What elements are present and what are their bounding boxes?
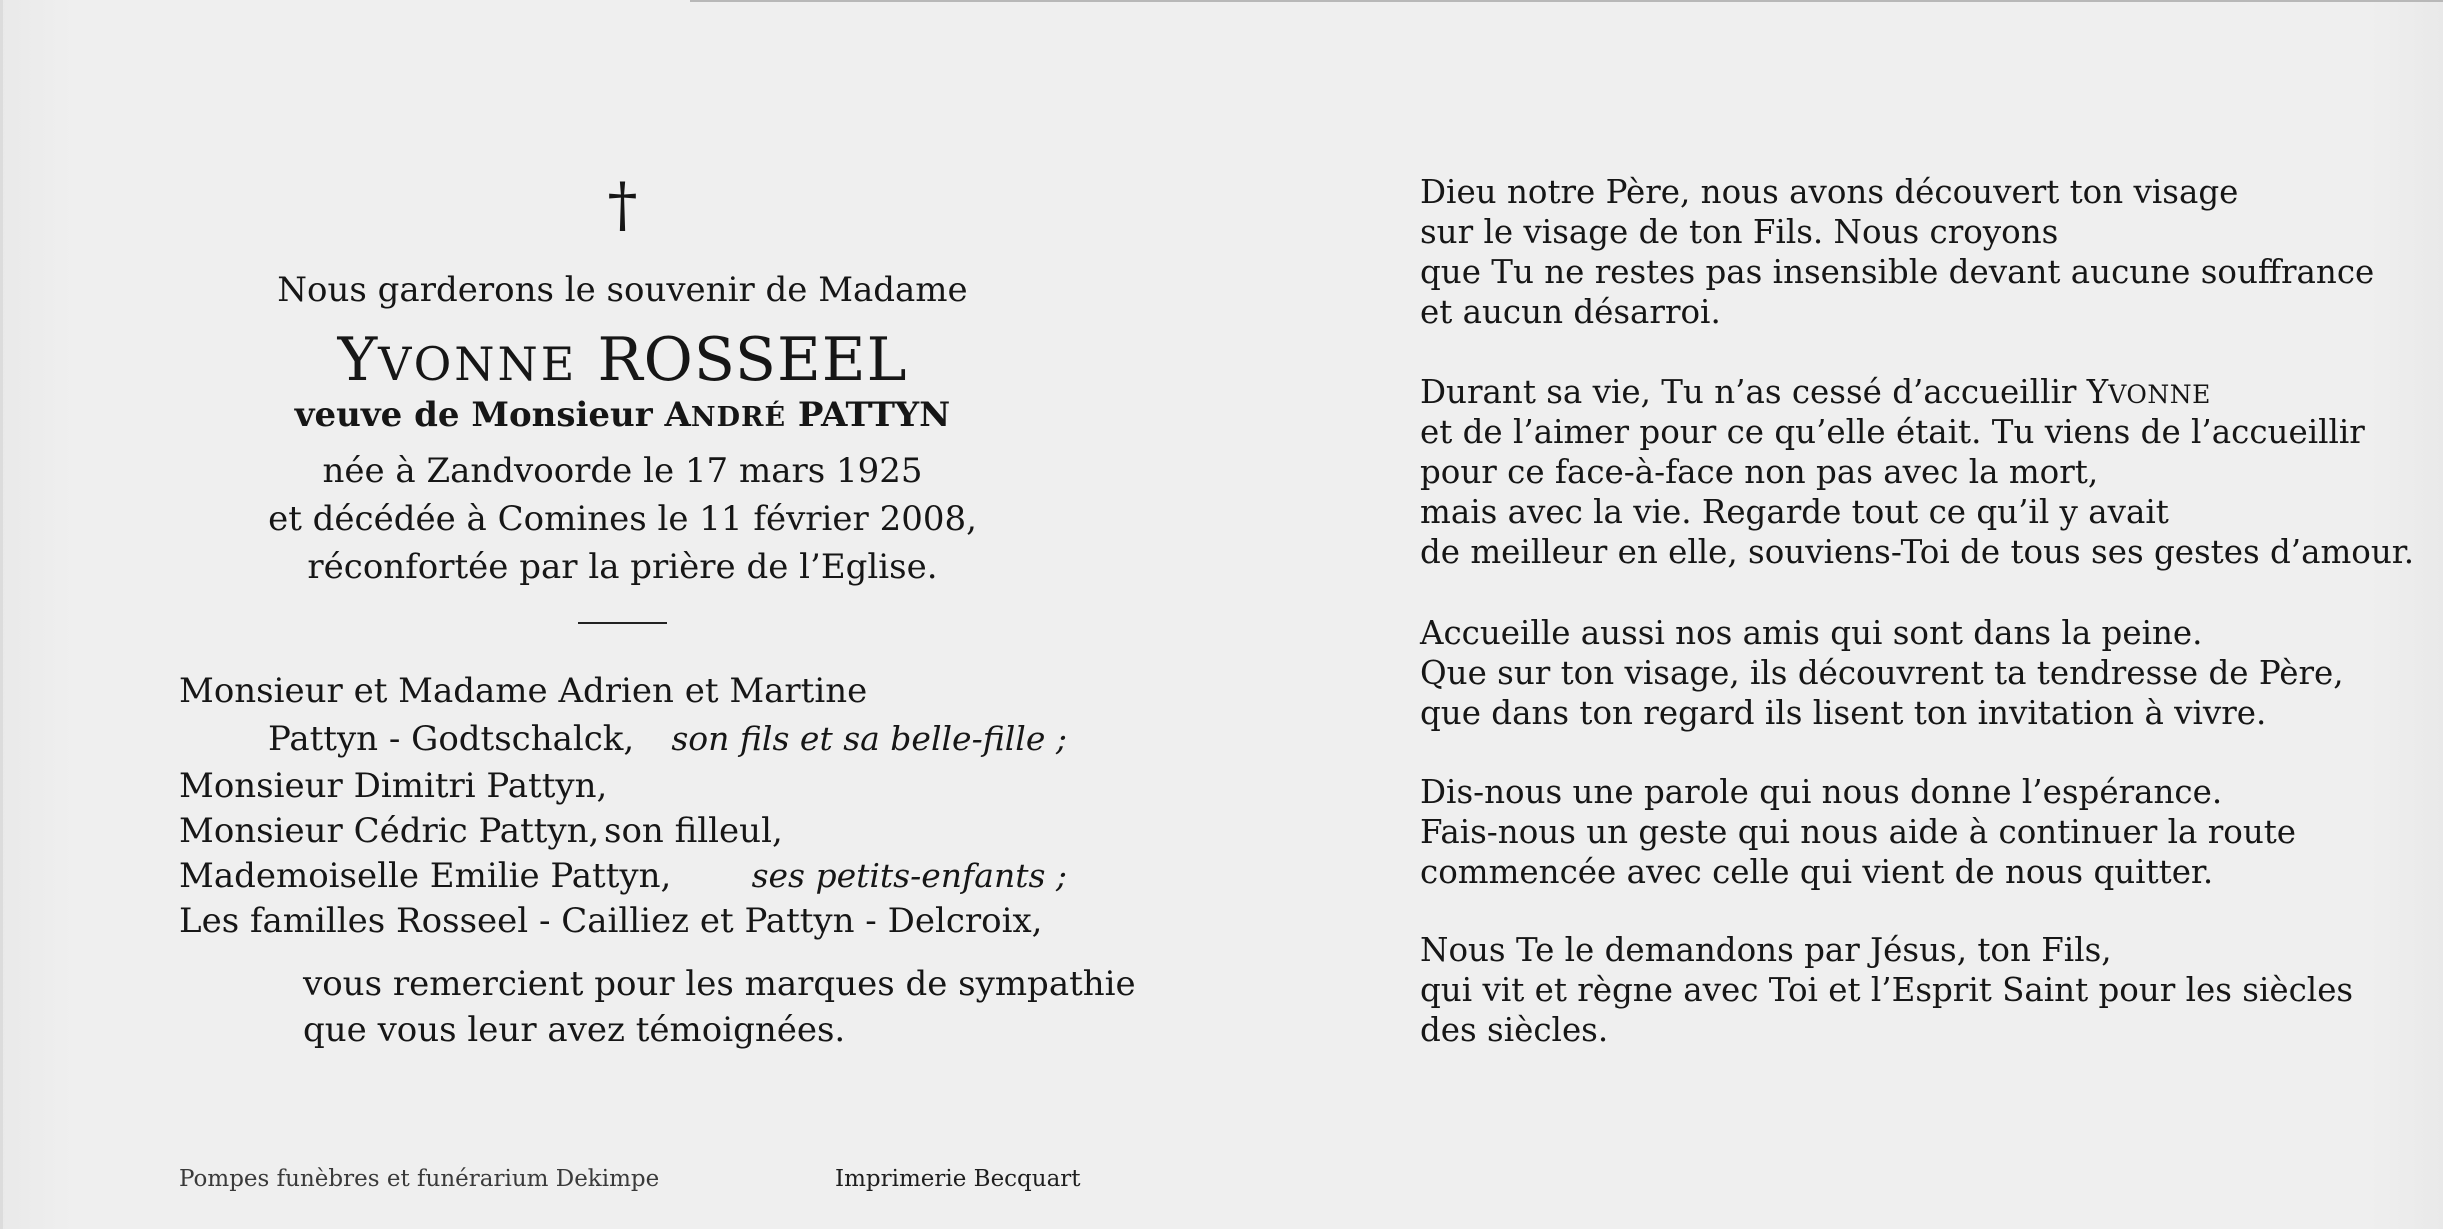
comfort-line: réconfortée par la prière de l’Eglise. xyxy=(307,547,938,587)
prayer-s4-line-3: commencée avec celle qui vient de nous quitter. xyxy=(1420,853,2214,891)
card-left-edge xyxy=(0,0,3,1229)
widow-prefix: veuve de Monsieur xyxy=(294,395,653,435)
son-relation: son fils et sa belle-fille ; xyxy=(671,719,1067,758)
family-line-3: Monsieur Dimitri Pattyn, xyxy=(179,766,608,806)
funeral-home-credit: Pompes funèbres et funérarium Dekimpe xyxy=(179,1166,660,1192)
prayer-s2-line-5: de meilleur en elle, souviens-Toi de tous ses gestes d’amour. xyxy=(1420,533,2415,571)
latin-cross-icon: † xyxy=(607,170,638,240)
thanks-line-2: que vous leur avez témoignées. xyxy=(303,1010,846,1050)
intro-line: Nous garderons le souvenir de Madame xyxy=(277,270,968,310)
prayer-s2-line-2: et de l’aimer pour ce qu’elle était. Tu viens de l’accueillir xyxy=(1420,413,2365,451)
prayer-s4-line-1: Dis-nous une parole qui nous donne l’espérance. xyxy=(1420,773,2223,811)
husband-first-rest: NDRÉ xyxy=(690,402,787,433)
prayer-s5-line-2: qui vit et règne avec Toi et l’Esprit Saint pour les siècles xyxy=(1420,971,2354,1009)
prayer-s1-line-4: et aucun désarroi. xyxy=(1420,293,1721,331)
prayer-s1-line-1: Dieu notre Père, nous avons découvert ton visage xyxy=(1420,173,2239,211)
printer-credit: Imprimerie Becquart xyxy=(835,1166,1081,1192)
godson-note: son filleul, xyxy=(604,811,783,851)
family-line-2: Pattyn - Godtschalck, xyxy=(268,719,635,759)
prayer-name-rest: VONNE xyxy=(2108,380,2211,409)
prayer-s1-line-2: sur le visage de ton Fils. Nous croyons xyxy=(1420,213,2059,251)
prayer-s2-line-1 xyxy=(1420,372,2211,415)
prayer-s2-line-4: mais avec la vie. Regarde tout ce qu’il y avait xyxy=(1420,493,2169,531)
family-line-1: Monsieur et Madame Adrien et Martine xyxy=(179,671,868,711)
husband-last-name: PATTYN xyxy=(797,395,951,435)
separator-rule xyxy=(578,622,667,624)
death-line: et décédée à Comines le 11 février 2008, xyxy=(268,499,977,539)
prayer-s5-line-1: Nous Te le demandons par Jésus, ton Fils, xyxy=(1420,931,2112,969)
grandchildren-relation: ses petits-enfants ; xyxy=(751,856,1067,895)
thanks-line-1: vous remercient pour les marques de sympathie xyxy=(303,964,1136,1004)
prayer-s3-line-1: Accueille aussi nos amis qui sont dans la peine. xyxy=(1420,614,2203,652)
widow-line xyxy=(155,392,1090,441)
last-name: ROSSEEL xyxy=(597,325,908,395)
prayer-s4-line-2: Fais-nous un geste qui nous aide à continuer la route xyxy=(1420,813,2297,851)
first-name-initial: Y xyxy=(337,325,379,395)
husband-first-initial: A xyxy=(664,395,691,435)
prayer-s2-line-3: pour ce face-à-face non pas avec la mort, xyxy=(1420,453,2099,491)
first-name-rest: VONNE xyxy=(378,337,578,391)
birth-line: née à Zandvoorde le 17 mars 1925 xyxy=(322,451,923,491)
card-top-edge xyxy=(690,0,2443,2)
family-line-6: Les familles Rosseel - Cailliez et Pattyn - Delcroix, xyxy=(179,901,1043,941)
family-line-4: Monsieur Cédric Pattyn, xyxy=(179,811,600,851)
prayer-s1-line-3: que Tu ne restes pas insensible devant aucune souffrance xyxy=(1420,253,2375,291)
family-line-5: Mademoiselle Emilie Pattyn, xyxy=(179,856,672,896)
prayer-name-initial: Y xyxy=(2086,373,2109,411)
prayer-s2-line-1-text: Durant sa vie, Tu n’as cessé d’accueillir xyxy=(1420,373,2087,411)
prayer-s5-line-3: des siècles. xyxy=(1420,1011,1609,1049)
prayer-s3-line-2: Que sur ton visage, ils découvrent ta tendresse de Père, xyxy=(1420,654,2344,692)
prayer-s3-line-3: que dans ton regard ils lisent ton invitation à vivre. xyxy=(1420,694,2267,732)
